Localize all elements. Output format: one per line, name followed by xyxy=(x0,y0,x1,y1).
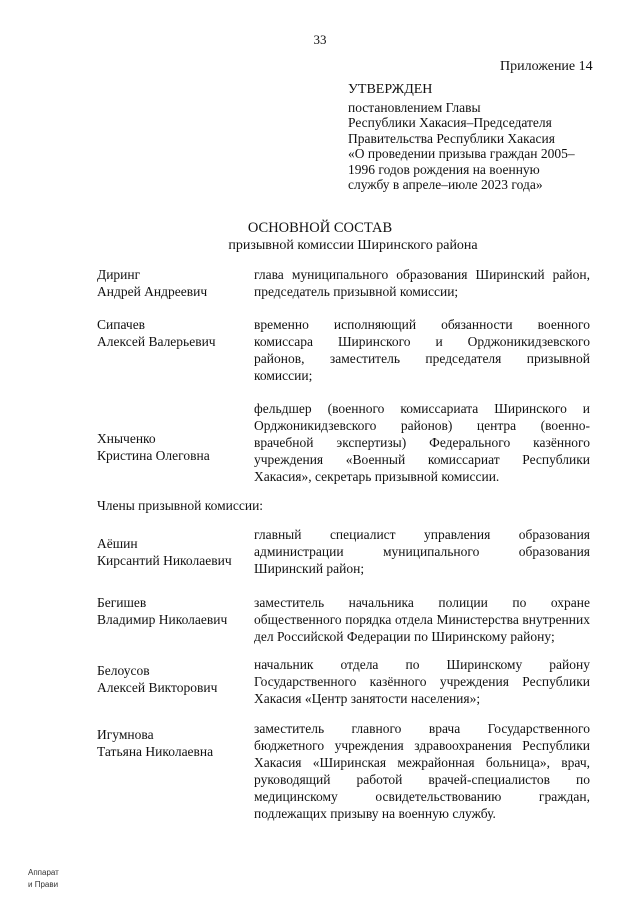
role-line: председатель призывной комиссии; xyxy=(254,284,459,299)
role-line: подлежащих призыву на военную службу. xyxy=(254,806,496,821)
member-role xyxy=(254,656,590,707)
approval-line: Правительства Республики Хакасия xyxy=(348,130,555,146)
role-line: администрации муниципального образования xyxy=(254,544,590,559)
role-line: комиссии; xyxy=(254,368,313,383)
member-role xyxy=(254,594,590,645)
member-surname: Аёшин xyxy=(97,536,138,551)
member-name xyxy=(97,316,252,350)
member-surname: Хныченко xyxy=(97,431,156,446)
member-given-name: Андрей Андреевич xyxy=(97,284,208,299)
role-line: комиссара Ширинского и Орджоникидзевского xyxy=(254,334,590,349)
member-name xyxy=(97,594,252,628)
role-line: бюджетного учреждения здравоохранения Республики xyxy=(254,738,590,753)
member-role xyxy=(254,720,590,822)
role-line: Хакасия «Центр занятости населения»; xyxy=(254,691,481,706)
member-surname: Бегишев xyxy=(97,595,147,610)
member-surname: Сипачев xyxy=(97,317,146,332)
role-line: заместитель главного врача Государственного xyxy=(254,721,590,736)
approval-block xyxy=(348,82,603,193)
document-title: ОСНОВНОЙ СОСТАВ xyxy=(247,220,393,236)
member-role xyxy=(254,316,590,384)
role-line: фельдшер (военного комиссариата Ширинского и xyxy=(254,401,590,416)
role-line: общественного порядка отдела Министерства внутренних xyxy=(254,612,590,627)
approval-line: 1996 годов рождения на военную xyxy=(348,161,540,177)
role-line: главный специалист управления образования xyxy=(254,527,590,542)
role-line: заместитель начальника полиции по охране xyxy=(254,595,590,610)
role-line: районов, заместитель председателя призывной xyxy=(254,351,590,366)
role-line: медицинскому освидетельствованию граждан, xyxy=(254,789,590,804)
role-line: Государственного казённого учреждения Республики xyxy=(254,674,590,689)
role-line: глава муниципального образования Ширинский район, xyxy=(254,267,590,282)
member-surname: Игумнова xyxy=(97,727,154,742)
approval-line: службу в апреле–июле 2023 года» xyxy=(348,177,543,192)
member-surname: Белоусов xyxy=(97,663,150,678)
role-line: Ширинский район; xyxy=(254,561,365,576)
member-role xyxy=(254,266,590,300)
member-given-name: Кристина Олеговна xyxy=(97,448,210,463)
member-name xyxy=(97,535,252,569)
approval-line: Республики Хакасия–Председателя xyxy=(348,115,552,130)
approval-stamp: УТВЕРЖДЕН xyxy=(348,82,433,97)
role-line: руководящий работой врачей-специалистов по xyxy=(254,772,590,787)
role-line: врачебной экспертизы) Федерального казённого xyxy=(254,435,590,450)
role-line: Хакасия «Ширинская межрайонная больница», врач, xyxy=(254,755,590,770)
member-name xyxy=(97,662,252,696)
member-role xyxy=(254,400,590,485)
members-section-label: Члены призывной комиссии: xyxy=(97,498,264,513)
member-given-name: Алексей Викторович xyxy=(97,680,218,695)
member-name xyxy=(97,430,252,464)
member-given-name: Владимир Николаевич xyxy=(97,612,228,627)
member-given-name: Алексей Валерьевич xyxy=(97,334,216,349)
member-name xyxy=(97,266,252,300)
member-role xyxy=(254,526,590,577)
footer-mark: Аппарат xyxy=(28,868,59,877)
member-surname: Диринг xyxy=(97,267,141,282)
page-number: 33 xyxy=(313,32,327,47)
document-subtitle: призывной комиссии Ширинского района xyxy=(228,238,478,253)
appendix-label: Приложение 14 xyxy=(500,59,593,74)
role-line: начальник отдела по Ширинскому району xyxy=(254,657,590,672)
role-line: Орджоникидзевского районов) центра (военно- xyxy=(254,418,590,433)
role-line: дел Российской Федерации по Ширинскому району; xyxy=(254,629,555,644)
role-line: временно исполняющий обязанности военного xyxy=(254,317,590,332)
footer-mark: и Прави xyxy=(28,880,59,889)
approval-line: постановлением Главы xyxy=(348,99,481,115)
role-line: учреждения «Военный комиссариат Республики xyxy=(254,452,590,467)
role-line: Хакасия», секретарь призывной комиссии. xyxy=(254,469,500,484)
member-name xyxy=(97,726,252,760)
approval-line: «О проведении призыва граждан 2005– xyxy=(348,146,575,161)
member-given-name: Кирсантий Николаевич xyxy=(97,553,232,568)
member-given-name: Татьяна Николаевна xyxy=(97,744,214,759)
